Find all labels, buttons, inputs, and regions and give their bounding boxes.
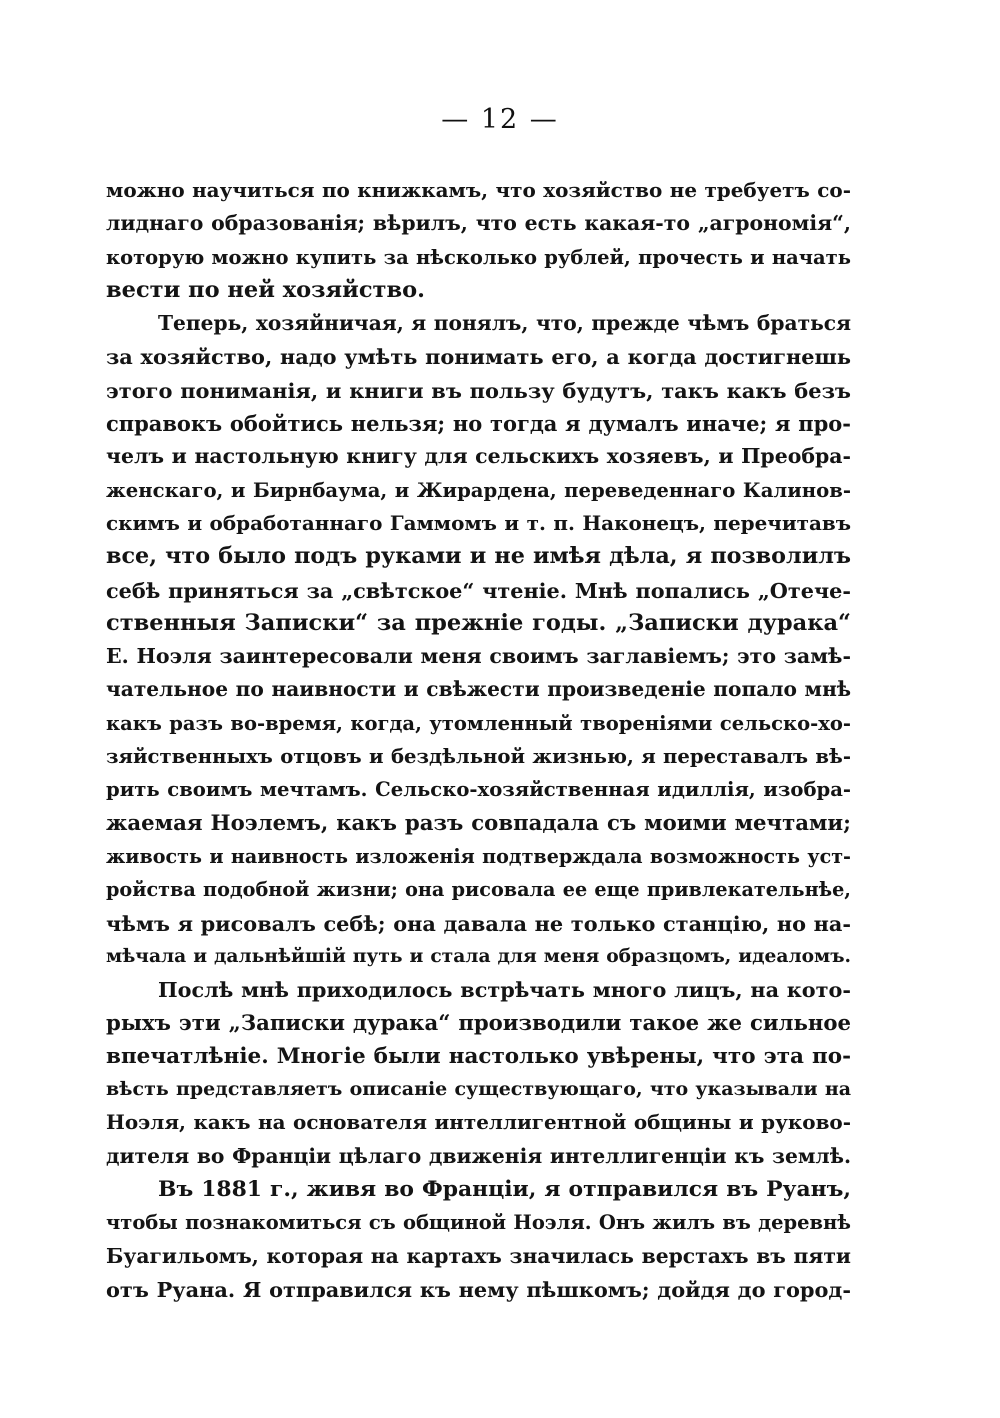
- text-line: какъ разъ во-время, когда, утомленный твореніями сельско-хо-: [106, 711, 851, 735]
- text-line: Послѣ мнѣ приходилось встрѣчать много лицъ, на кото-: [158, 977, 851, 1003]
- text-line: впечатлѣніе. Многіе были настолько увѣрены, что эта по-: [106, 1043, 851, 1069]
- text-line: живость и наивность изложенія подтверждала возможность уст-: [106, 844, 851, 868]
- text-line: челъ и настольную книгу для сельскихъ хозяевъ, и Преобра-: [106, 444, 851, 469]
- text-line: зяйственныхъ отцовъ и бездѣльной жизнью, я переставалъ вѣ-: [106, 745, 851, 769]
- text-line: ственныя Записки“ за прежніе годы. „Записки дурака“: [106, 609, 851, 636]
- text-line: вѣсть представляетъ описаніе существующаго, что указывали на: [106, 1078, 851, 1101]
- page-number: — 12 —: [441, 104, 559, 135]
- body-text: [106, 174, 851, 1306]
- text-line: которую можно купить за нѣсколько рублей, прочесть и начать: [106, 245, 851, 269]
- text-line: дителя во Франціи цѣлаго движенія интеллигенціи къ землѣ.: [106, 1143, 851, 1168]
- text-line: справокъ обойтись нельзя; но тогда я думалъ иначе; я про-: [106, 411, 851, 437]
- text-line: отъ Руана. Я отправился къ нему пѣшкомъ; дойдя до город-: [106, 1276, 851, 1302]
- text-line: за хозяйство, надо умѣть понимать его, а когда достигнешь: [106, 344, 851, 370]
- text-line: мѣчала и дальнѣйшій путь и стала для меня образцомъ, идеаломъ.: [106, 944, 851, 967]
- text-line: можно научиться по книжкамъ, что хозяйство не требуетъ со-: [106, 178, 851, 202]
- text-line: рить своимъ мечтамъ. Сельско-хозяйственная идиллія, изобра-: [106, 778, 851, 802]
- text-line: лиднаго образованія; вѣрилъ, что есть какая-то „агрономія“,: [106, 211, 851, 236]
- text-line: себѣ приняться за „свѣтское“ чтеніе. Мнѣ попались „Отече-: [106, 577, 851, 603]
- text-line: ройства подобной жизни; она рисовала ее еще привлекательнѣе,: [106, 878, 851, 902]
- text-line: скимъ и обработаннаго Гаммомъ и т. п. Наконецъ, перечитавъ: [106, 510, 851, 535]
- text-line: этого пониманія, и книги въ пользу будутъ, такъ какъ безъ: [106, 377, 851, 403]
- text-line: рыхъ эти „Записки дурака“ производили такое же сильное: [106, 1010, 851, 1036]
- text-line: чтобы познакомиться съ общиной Ноэля. Онъ жилъ въ деревнѣ: [106, 1211, 851, 1235]
- text-line: женскаго, и Бирнбаума, и Жирардена, переведеннаго Калинов-: [106, 478, 851, 502]
- text-line: Ноэля, какъ на основателя интеллигентной общины и руково-: [106, 1110, 851, 1135]
- text-line: все, что было подъ руками и не имѣя дѣла, я позволилъ: [106, 543, 851, 570]
- text-line: Въ 1881 г., живя во Франціи, я отправился въ Руанъ,: [158, 1175, 851, 1202]
- text-line: чательное по наивности и свѣжести произведеніе попало мнѣ: [106, 677, 851, 702]
- text-line: вести по ней хозяйство.: [106, 276, 425, 303]
- text-line: Е. Ноэля заинтересовали меня своимъ заглавіемъ; это замѣ-: [106, 644, 851, 669]
- text-line: жаемая Ноэлемъ, какъ разъ совпадала съ моими мечтами;: [106, 810, 851, 836]
- text-line: чѣмъ я рисовалъ себѣ; она давала не только станцію, но на-: [106, 910, 851, 936]
- text-line: Буагильомъ, которая на картахъ значилась верстахъ въ пяти: [106, 1243, 851, 1268]
- text-line: Теперь, хозяйничая, я понялъ, что, прежде чѣмъ браться: [158, 311, 851, 336]
